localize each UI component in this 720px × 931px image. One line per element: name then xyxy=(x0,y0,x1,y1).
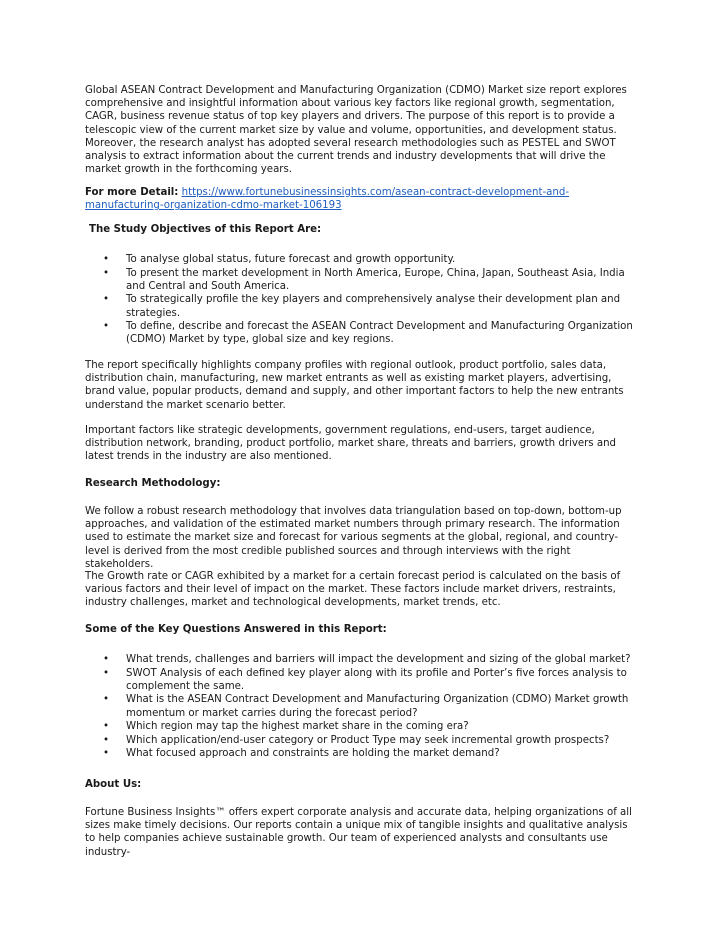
list-item: • Which region may tap the highest market share in the coming era? xyxy=(103,721,469,733)
about-heading: About Us: xyxy=(85,779,142,790)
list-item: • What trends, challenges and barriers will impact the development and sizing of the global market? xyxy=(103,654,631,665)
list-item: • What is the ASEAN Contract Development and Manufacturing Organization (CDMO) Market growth momentum or market carries during the forecast period? xyxy=(103,694,629,719)
list-item: • To strategically profile the key players and comprehensively analyse their development plan and strategies. xyxy=(103,294,621,319)
intro-paragraph: Global ASEAN Contract Development and Manufacturing Organization (CDMO) Market size report explores comprehensive and insightful information about various key factors like regional growth, segmentation, CAGR, business revenue status of top key players and drivers. The purpose of this report is to provide a telescopic view of the current market size by value and volume, opportunities, and development status. Moreover, the research analyst has adopted several research methodologies such as PESTEL and SWOT analysis to extract information about the current trends and industry developments that will drive the market growth in the forthcoming years. xyxy=(85,85,627,176)
questions-list xyxy=(85,653,633,761)
bullet-icon: • xyxy=(103,694,110,706)
factors-paragraph: Important factors like strategic developments, government regulations, end-users, target audience, distribution network, branding, product portfolio, market share, threats and barriers, growth drivers and latest trends in the industry are also mentioned. xyxy=(85,425,617,463)
about-paragraph: Fortune Business Insights™ offers expert corporate analysis and accurate data, helping organizations of all sizes make timely decisions. Our reports contain a unique mix of tangible insights and qualitative analysis to help companies achieve sustainable growth. Our team of experienced analysts and consultants use industry- xyxy=(85,807,632,858)
methodology-paragraph-1: We follow a robust research methodology that involves data triangulation based on top-down, bottom-up approaches, and validation of the estimated market numbers through primary research. The information used to estimate the market size and forecast for various segments at the global, regional, and country-level is derived from the most credible published sources and through interviews with the right stakeholders. xyxy=(85,506,622,570)
bullet-icon: • xyxy=(103,294,110,306)
profiles-paragraph: The report specifically highlights company profiles with regional outlook, product portfolio, sales data, distribution chain, manufacturing, new market entrants as well as existing market players, advertising, brand value, popular products, demand and supply, and other important factors to help the new entrants understand the market scenario better. xyxy=(85,360,624,411)
report-link[interactable]: https://www.fortunebusinessinsights.com/asean-contract-development-and-manufacturing-organization-cdmo-market-106193 xyxy=(85,187,570,212)
bullet-icon: • xyxy=(103,267,110,279)
objectives-list xyxy=(85,253,633,347)
list-item: • What focused approach and constraints are holding the market demand? xyxy=(103,748,500,760)
bullet-icon: • xyxy=(103,748,110,760)
list-item: • To define, describe and forecast the ASEAN Contract Development and Manufacturing Organization (CDMO) Market by type, global size and key regions. xyxy=(103,321,633,346)
bullet-icon: • xyxy=(103,654,110,665)
list-item: • To analyse global status, future forecast and growth opportunity. xyxy=(103,254,456,265)
bullet-icon: • xyxy=(103,734,110,746)
methodology-paragraph-2: The Growth rate or CAGR exhibited by a market for a certain forecast period is calculated on the basis of various factors and their level of impact on the market. These factors include market drivers, restraints, industry challenges, market and technological developments, market trends, etc. xyxy=(85,571,621,609)
bullet-icon: • xyxy=(103,721,110,733)
list-item: • SWOT Analysis of each defined key player along with its profile and Porter’s five forces analysis to complement the same. xyxy=(103,667,627,692)
list-item: • Which application/end-user category or Product Type may seek incremental growth prospects? xyxy=(103,734,610,746)
bullet-icon: • xyxy=(103,254,110,265)
list-item: • To present the market development in North America, Europe, China, Japan, Southeast Asia, India and Central and South America. xyxy=(103,267,625,292)
methodology-heading: Research Methodology: xyxy=(85,478,221,489)
more-detail-label: For more Detail: xyxy=(85,187,179,198)
objectives-heading: The Study Objectives of this Report Are: xyxy=(89,224,322,235)
more-detail-line xyxy=(85,186,633,212)
questions-heading: Some of the Key Questions Answered in this Report: xyxy=(85,624,387,635)
bullet-icon: • xyxy=(103,667,110,679)
bullet-icon: • xyxy=(103,321,110,333)
